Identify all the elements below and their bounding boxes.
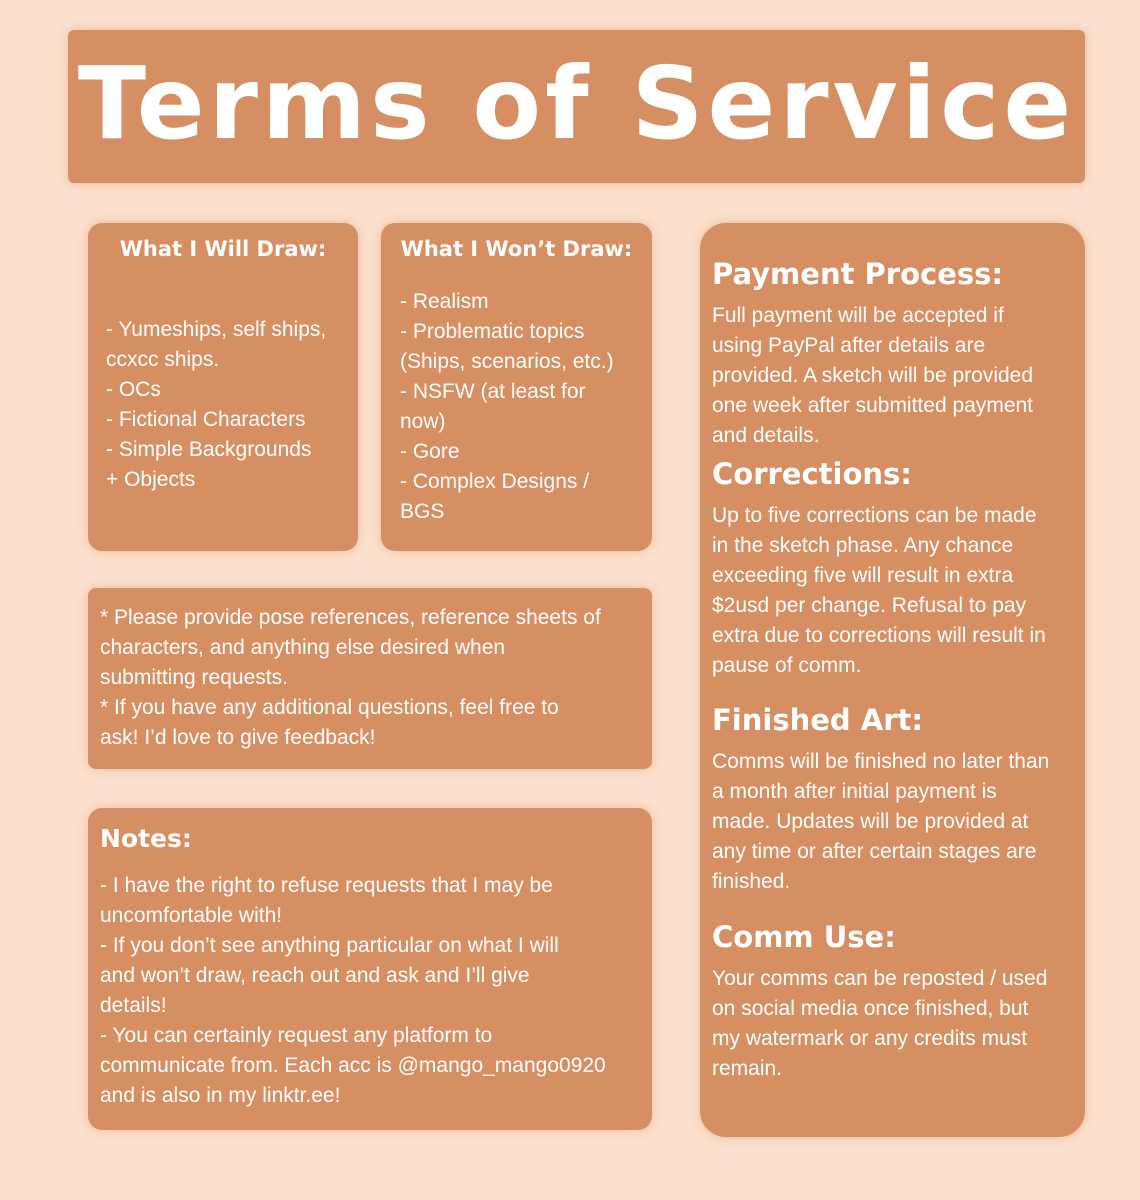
payment-line: and details. — [712, 424, 820, 447]
notice-line: * If you have any additional questions, feel free to — [100, 696, 559, 719]
finished-art-text — [712, 747, 1084, 897]
request-notice-text — [100, 603, 601, 753]
comm-use-line: remain. — [712, 1057, 783, 1080]
comm-use-text — [712, 964, 1084, 1084]
list-item: - Fictional Characters — [106, 408, 306, 431]
list-item: - Simple Backgrounds — [106, 438, 312, 461]
payment-line: Full payment will be accepted if — [712, 304, 1004, 327]
corrections-line: in the sketch phase. Any chance — [712, 534, 1014, 557]
corrections-line: pause of comm. — [712, 654, 862, 677]
page-title: Terms of Service — [77, 45, 1076, 162]
list-item: (Ships, scenarios, etc.) — [400, 350, 614, 373]
corrections-line: Up to five corrections can be made — [712, 504, 1037, 527]
notes-line: communicate from. Each acc is @mango_mango0920 — [100, 1054, 606, 1077]
finished-art-heading: Finished Art: — [712, 703, 923, 737]
finished-art-line: made. Updates will be provided at — [712, 810, 1029, 833]
corrections-line: $2usd per change. Refusal to pay — [712, 594, 1027, 617]
request-notice-panel — [88, 588, 652, 769]
notes-line: - I have the right to refuse requests that I may be — [100, 874, 553, 897]
notes-panel — [88, 808, 652, 1130]
notes-line: - If you don’t see anything particular on what I will — [100, 934, 559, 957]
notes-line: uncomfortable with! — [100, 904, 283, 927]
payment-line: one week after submitted payment — [712, 394, 1034, 417]
list-item: now) — [400, 410, 446, 433]
list-item: - OCs — [106, 378, 161, 401]
comm-use-line: my watermark or any credits must — [712, 1027, 1028, 1050]
policies-panel — [700, 223, 1085, 1137]
list-item: - NSFW (at least for — [400, 380, 586, 403]
notice-line: submitting requests. — [100, 666, 288, 689]
title-banner — [68, 30, 1085, 183]
list-item: - Problematic topics — [400, 320, 585, 343]
comm-use-line: Your comms can be reposted / used — [712, 967, 1048, 990]
wont-draw-panel — [381, 223, 652, 551]
list-item: + Objects — [106, 468, 196, 491]
notice-line: ask! I’d love to give feedback! — [100, 726, 376, 749]
notes-heading: Notes: — [100, 824, 192, 853]
notice-line: * Please provide pose references, reference sheets of — [100, 606, 601, 629]
list-item: ccxcc ships. — [106, 348, 220, 371]
list-item: - Yumeships, self ships, — [106, 318, 327, 341]
comm-use-heading: Comm Use: — [712, 920, 896, 954]
corrections-line: extra due to corrections will result in — [712, 624, 1046, 647]
payment-line: provided. A sketch will be provided — [712, 364, 1034, 387]
corrections-heading: Corrections: — [712, 457, 912, 491]
list-item: - Complex Designs / — [400, 470, 590, 493]
finished-art-line: Comms will be finished no later than — [712, 750, 1050, 773]
corrections-line: exceeding five will result in extra — [712, 564, 1014, 587]
finished-art-line: any time or after certain stages are — [712, 840, 1037, 863]
payment-heading: Payment Process: — [712, 257, 1004, 291]
finished-art-line: finished. — [712, 870, 791, 893]
will-draw-list — [106, 315, 326, 495]
notes-text — [100, 871, 606, 1111]
wont-draw-heading: What I Won’t Draw: — [400, 237, 633, 261]
notes-line: and is also in my linktr.ee! — [100, 1084, 341, 1107]
payment-text — [712, 301, 1084, 451]
will-draw-heading: What I Will Draw: — [119, 237, 327, 261]
list-item: BGS — [400, 500, 445, 523]
notes-line: - You can certainly request any platform to — [100, 1024, 493, 1047]
list-item: - Gore — [400, 440, 460, 463]
payment-line: using PayPal after details are — [712, 334, 986, 357]
comm-use-line: on social media once finished, but — [712, 997, 1029, 1020]
notes-line: details! — [100, 994, 167, 1017]
list-item: - Realism — [400, 290, 489, 313]
corrections-text — [712, 501, 1084, 681]
finished-art-line: a month after initial payment is — [712, 780, 997, 803]
wont-draw-list — [400, 287, 614, 527]
notice-line: characters, and anything else desired when — [100, 636, 506, 659]
notes-line: and won’t draw, reach out and ask and I’ll give — [100, 964, 530, 987]
will-draw-panel — [88, 223, 358, 551]
